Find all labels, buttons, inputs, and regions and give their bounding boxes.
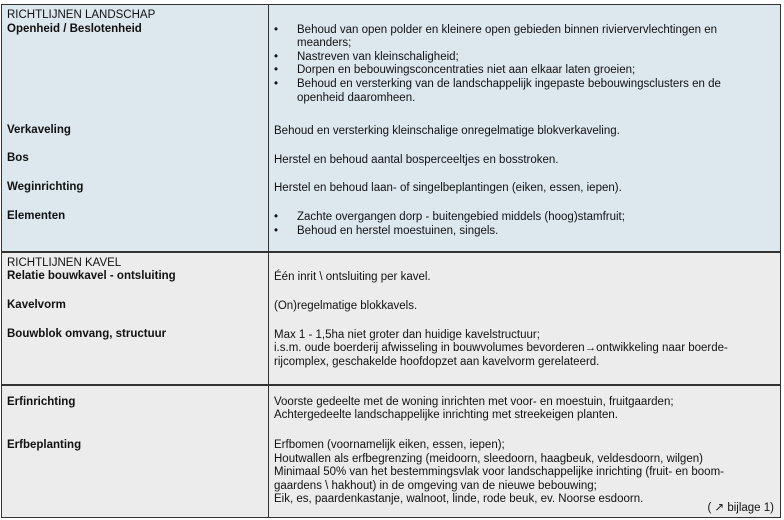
north-east-arrow-icon: ↗ [714,502,725,514]
kavelvorm-label: Kavelvorm [7,299,66,311]
elementen-label: Elementen [7,210,66,222]
landschap-label-column [2,5,269,251]
kavel-header: RICHTLIJNEN KAVEL [7,257,122,269]
erfinrichting-line: Achtergedeelte landschappelijke inrichting met streekeigen planten. [274,409,618,421]
bouwblok-line: i.s.m. oude boerderij afwisseling in bouwvolumes bevorderen→ontwikkeling naar boerde- [274,342,728,354]
verkaveling-text: Behoud en versterking kleinschalige onregelmatige blokverkaveling. [274,125,620,137]
kavel-content-column [269,253,780,384]
bullet-text: Behoud en versterking van de landschappelijk ingepaste bebouwingsclusters en de [297,78,721,90]
landschap-content-column [269,5,780,251]
bos-text: Herstel en behoud aantal bosperceeltjes en bosstroken. [274,154,559,166]
bullet-continuation: meanders; [297,37,352,49]
landschap-section [1,4,781,252]
verkaveling-label: Verkaveling [7,124,71,136]
bullet-text: Nastreven van kleinschaligheid; [297,51,459,63]
relatie-label: Relatie bouwkavel - ontsluiting [7,270,176,282]
erf-section [1,385,781,518]
kavel-label-column [2,253,269,384]
reference-open-paren: ( [707,502,712,514]
erfbeplanting-line: Erfbomen (voornamelijk eiken, essen, iepen); [274,439,505,451]
erfbeplanting-line: Minimaal 50% van het bestemmingsvlak voor landschappelijke inrichting (fruit- en boom- [274,466,724,478]
weginrichting-label: Weginrichting [7,181,84,193]
kavelvorm-text: (On)regelmatige blokkavels. [274,300,418,312]
weginrichting-text: Herstel en behoud laan- of singelbeplantingen (eiken, essen, iepen). [274,182,622,194]
bos-label: Bos [7,152,29,164]
bouwblok-line: Max 1 - 1,5ha niet groter dan huidige kavelstructuur; [274,329,540,341]
erf-content-column [269,386,780,517]
erfinrichting-label: Erfinrichting [7,396,76,408]
bullet-text: Behoud en herstel moestuinen, singels. [297,225,499,237]
erfbeplanting-line: gaardens \ hakhout) in de omgeving van de nieuwe bebouwing; [274,480,597,492]
bullet-text: Zachte overgangen dorp - buitengebied middels (hoog)stamfruit; [297,211,625,223]
kavel-section [1,252,781,385]
erfbeplanting-line: Eik, es, paardenkastanje, walnoot, linde, rode beuk, ev. Noorse esdoorn. [274,493,644,505]
erfbeplanting-label: Erfbeplanting [7,439,82,451]
relatie-text: Één inrit \ ontsluiting per kavel. [274,271,431,283]
erfbeplanting-line: Houtwallen als erfbegrenzing (meidoorn, sleedoorn, haagbeuk, veldesdoorn, wilgen) [274,453,703,465]
erf-label-column [2,386,269,517]
landschap-header: RICHTLIJNEN LANDSCHAP [7,9,156,21]
bouwblok-label: Bouwblok omvang, structuur [7,328,167,340]
bijlage-reference[interactable] [707,500,774,514]
bullet-text: Dorpen en bebouwingsconcentraties niet aan elkaar laten groeien; [297,64,636,76]
bullet-continuation: openheid daaromheen. [297,92,416,104]
openheid-label: Openheid / Beslotenheid [7,23,142,35]
reference-text: bijlage 1) [727,502,774,514]
erfinrichting-line: Voorste gedeelte met de woning inrichten met voor- en moestuin, fruitgaarden; [274,396,674,408]
bullet-text: Behoud van open polder en kleinere open gebieden binnen riviervervlechtingen en [297,24,718,36]
bouwblok-line: rijcomplex, geschakelde hoofdopzet aan kavelvorm gerelateerd. [274,356,600,368]
